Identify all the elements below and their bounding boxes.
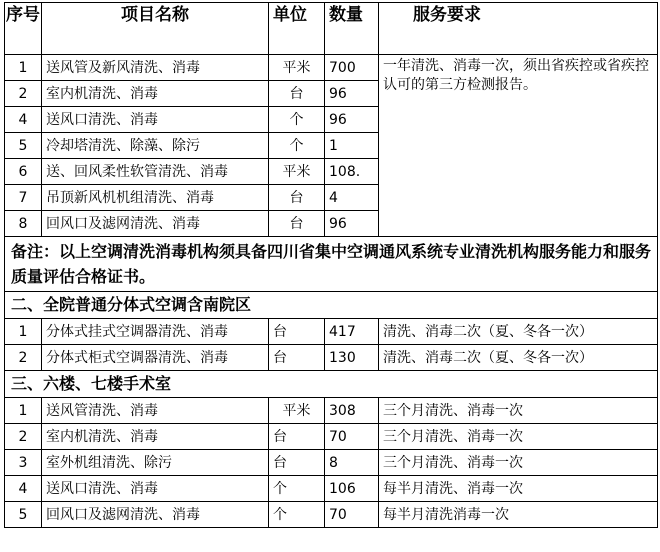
row-unit: 个 [269,476,325,502]
row-name: 回风口及滤网清洗、消毒 [42,211,269,237]
table-row [5,319,658,345]
row-seq: 2 [5,345,42,371]
row-unit: 个 [269,133,325,159]
row-requirement: 三个月清洗、消毒一次 [379,424,658,450]
row-seq: 1 [5,398,42,424]
row-seq: 5 [5,133,42,159]
row-name: 分体式挂式空调器清洗、消毒 [42,319,269,345]
row-seq: 4 [5,476,42,502]
note-text: 备注：以上空调清洗消毒机构须具备四川省集中空调通风系统专业清洗机构服务能力和服务质量评估合格证书。 [5,237,658,292]
row-name: 送风管清洗、消毒 [42,398,269,424]
row-seq: 1 [5,55,42,81]
row-name: 送、回风柔性软管清洗、消毒 [42,159,269,185]
row-unit: 个 [269,107,325,133]
table-row [5,424,658,450]
row-unit: 台 [269,319,325,345]
header-name: 项目名称 [42,3,269,55]
table-row [5,502,658,528]
section2-title: 二、全院普通分体式空调含南院区 [5,292,658,319]
row-seq: 4 [5,107,42,133]
row-name: 回风口及滤网清洗、消毒 [42,502,269,528]
row-name: 室内机清洗、消毒 [42,424,269,450]
row-seq: 3 [5,450,42,476]
row-unit: 个 [269,502,325,528]
section-heading-row [5,292,658,319]
row-requirement: 每半月清洗消毒一次 [379,502,658,528]
row-qty: 70 [325,502,379,528]
header-unit: 单位 [269,3,325,55]
row-requirement: 三个月清洗、消毒一次 [379,398,658,424]
row-requirement: 三个月清洗、消毒一次 [379,450,658,476]
row-qty: 70 [325,424,379,450]
row-qty: 96 [325,81,379,107]
row-requirement: 清洗、消毒二次（夏、冬各一次） [379,319,658,345]
row-qty: 96 [325,107,379,133]
table-row [5,450,658,476]
row-unit: 台 [269,450,325,476]
row-qty: 96 [325,211,379,237]
header-qty: 数量 [325,3,379,55]
row-seq: 8 [5,211,42,237]
row-qty: 1 [325,133,379,159]
section1-requirement: 一年清洗、消毒一次，须出省疾控或省疾控认可的第三方检测报告。 [379,55,658,237]
row-unit: 台 [269,424,325,450]
table-row [5,55,658,81]
row-qty: 4 [325,185,379,211]
row-qty: 8 [325,450,379,476]
table-row [5,398,658,424]
row-unit: 平米 [269,398,325,424]
row-seq: 2 [5,81,42,107]
row-name: 送风管及新风清洗、消毒 [42,55,269,81]
section3-title: 三、六楼、七楼手术室 [5,371,658,398]
row-unit: 台 [269,345,325,371]
header-requirement: 服务要求 [379,3,658,55]
row-unit: 台 [269,81,325,107]
row-unit: 台 [269,185,325,211]
section-heading-row [5,371,658,398]
row-qty: 108. [325,159,379,185]
row-seq: 6 [5,159,42,185]
row-name: 送风口清洗、消毒 [42,476,269,502]
header-row [5,3,658,55]
row-unit: 台 [269,211,325,237]
row-name: 分体式柜式空调器清洗、消毒 [42,345,269,371]
row-name: 室外机组清洗、除污 [42,450,269,476]
row-seq: 7 [5,185,42,211]
row-seq: 1 [5,319,42,345]
row-qty: 130 [325,345,379,371]
row-seq: 5 [5,502,42,528]
row-unit: 平米 [269,159,325,185]
row-name: 室内机清洗、消毒 [42,81,269,107]
header-seq: 序号 [5,3,42,55]
row-requirement: 清洗、消毒二次（夏、冬各一次） [379,345,658,371]
service-table [4,2,658,528]
row-name: 送风口清洗、消毒 [42,107,269,133]
row-seq: 2 [5,424,42,450]
row-name: 吊顶新风机机组清洗、消毒 [42,185,269,211]
row-qty: 308 [325,398,379,424]
row-qty: 417 [325,319,379,345]
row-requirement: 每半月清洗、消毒一次 [379,476,658,502]
row-qty: 106 [325,476,379,502]
row-name: 冷却塔清洗、除藻、除污 [42,133,269,159]
table-row [5,476,658,502]
table-row [5,345,658,371]
row-qty: 700 [325,55,379,81]
row-unit: 平米 [269,55,325,81]
note-row [5,237,658,292]
